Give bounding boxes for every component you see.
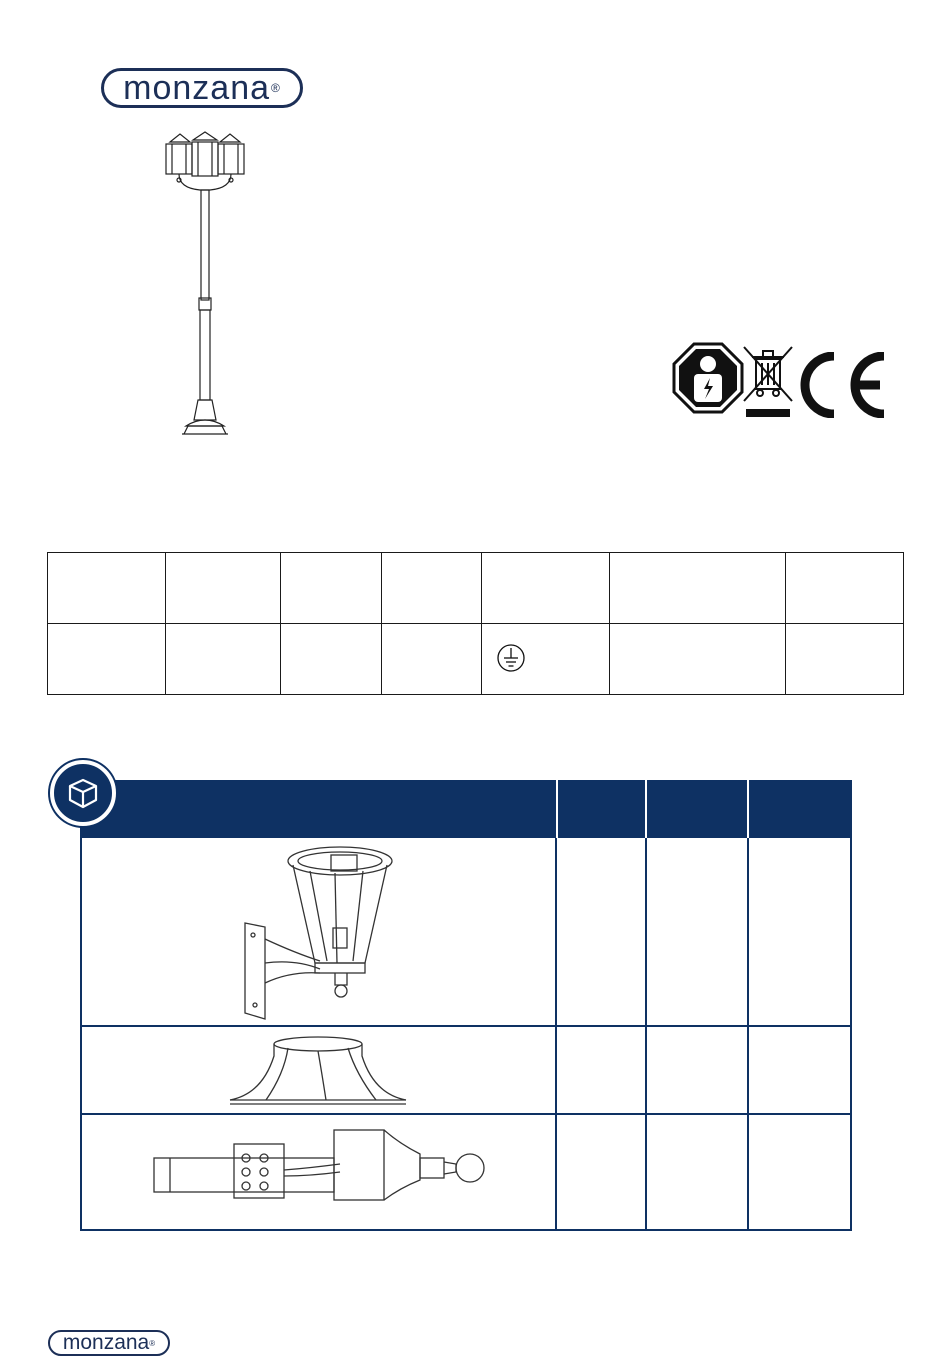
column-divider [555, 838, 557, 1231]
specs-cell [382, 624, 482, 695]
header-divider [556, 780, 558, 838]
earth-ground-icon [496, 643, 526, 673]
specs-cell [610, 624, 786, 695]
electrician-icon [672, 342, 744, 414]
brand-logo-text: monzana [123, 68, 271, 107]
table-row [80, 838, 852, 1027]
box-icon [66, 776, 100, 810]
header-divider [645, 780, 647, 838]
specs-cell [382, 553, 482, 624]
specs-cell-protection-class [482, 624, 610, 695]
package-contents-badge [50, 760, 116, 826]
post-base-cover-illustration [226, 1034, 410, 1108]
brand-logo-footer [48, 1330, 170, 1356]
specs-cell [166, 553, 281, 624]
specs-table [47, 552, 904, 695]
brand-logo [101, 68, 303, 108]
specs-cell [482, 553, 610, 624]
brand-logo-footer-text: monzana [62, 1331, 150, 1354]
specs-cell [166, 624, 281, 695]
column-divider [747, 838, 749, 1231]
weee-crossed-bin-icon [742, 345, 794, 419]
specs-cell [48, 553, 166, 624]
registered-mark: ® [271, 81, 281, 95]
table-row [80, 1025, 852, 1115]
specs-cell [48, 624, 166, 695]
specs-cell [281, 624, 382, 695]
specs-cell [610, 553, 786, 624]
column-divider [645, 838, 647, 1231]
lamp-post-illustration [160, 130, 250, 440]
parts-table-header [80, 780, 852, 838]
post-section-terminal-block-illustration [150, 1124, 490, 1208]
registered-mark: ® [149, 1338, 156, 1348]
header-divider [747, 780, 749, 838]
lantern-wall-bracket-illustration [235, 843, 405, 1023]
specs-cell [281, 553, 382, 624]
ce-mark-icon [796, 352, 888, 418]
specs-value-row [48, 624, 904, 695]
specs-header-row [48, 553, 904, 624]
specs-cell [786, 624, 904, 695]
specs-cell [786, 553, 904, 624]
